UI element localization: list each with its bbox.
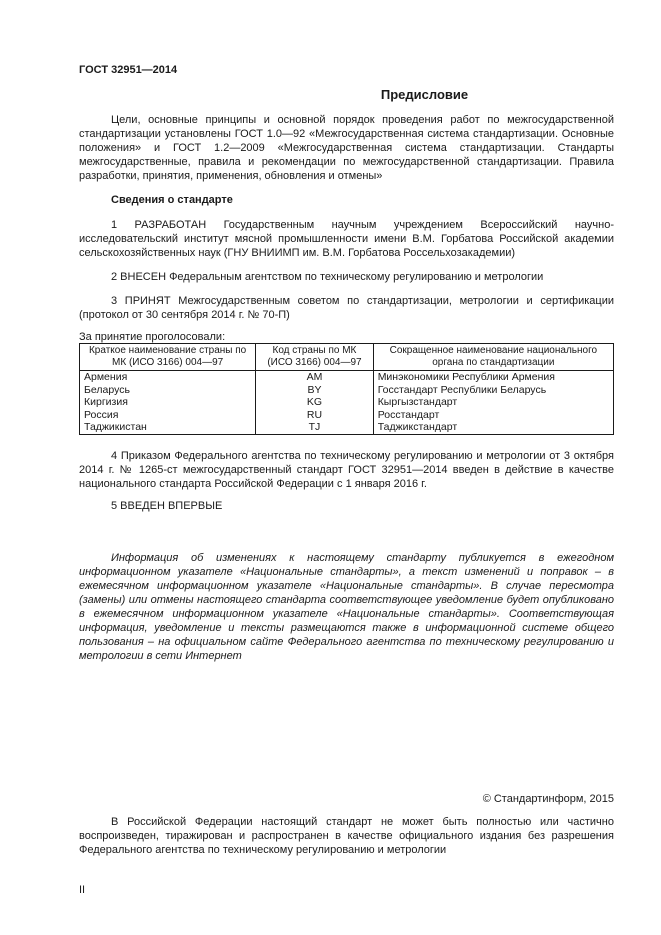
- body-cell: Таджикстандарт: [373, 421, 613, 434]
- table-row: [80, 409, 614, 422]
- code-cell: BY: [256, 384, 373, 397]
- item-2-introduced: 2 ВНЕСЕН Федеральным агентством по техническому регулированию и метрологии: [111, 271, 544, 283]
- document-id: ГОСТ 32951—2014: [79, 64, 178, 76]
- intro-paragraph: Цели, основные принципы и основной порядок проведения работ по межгосударственной стандартизации установлены ГОСТ 1.0—92 «Межгосударственная система стандартизации. Основные положения» и ГОСТ 1.2—2009 «Межгосударственная система стандартизации. Стандарты межгосударственные, правила и рекомендации по межгосударственной стандартизации. Правила разработки, принятия, применения, обновления и отмены»: [79, 114, 614, 182]
- col-country-header: Краткое наименование страны по МК (ИСО 3166) 004—97: [80, 344, 256, 371]
- body-cell: Кыргызстандарт: [373, 396, 613, 409]
- amendments-notice: Информация об изменениях к настоящему стандарту публикуется в ежегодном информационном указателе «Национальные стандарты», а текст изменений и поправок – в ежемесячном информационном указателе «Национальные стандарты». В случае пересмотра (замены) или отмены настоящего стандарта соответствующее уведомление будет опубликовано в ежемесячном информационном указателе «Национальные стандарты». Соответствующая информация, уведомление и тексты размещаются также в информационной системе общего пользования – на официальном сайте Федерального агентства по техническому регулированию и метрологии в сети Интернет: [79, 552, 614, 662]
- info-heading: Сведения о стандарте: [111, 194, 233, 206]
- body-cell: Минэкономики Республики Армения: [373, 371, 613, 384]
- page-number: II: [79, 884, 86, 896]
- body-cell: Госстандарт Республики Беларусь: [373, 384, 613, 397]
- code-cell: RU: [256, 409, 373, 422]
- copyright: © Стандартинформ, 2015: [482, 793, 614, 805]
- item-4-order: 4 Приказом Федерального агентства по техническому регулированию и метрологии от 3 октября 2014 г. № 1265-ст межгосударственный стандарт ГОСТ 32951—2014 введен в действие в качестве национального стандарта Российской Федерации с 1 января 2016 г.: [79, 450, 614, 490]
- voting-table: [79, 343, 614, 435]
- rights-notice: В Российской Федерации настоящий стандарт не может быть полностью или частично воспроизведен, тиражирован и распространен в качестве официального издания без разрешения Федерального агентства по техническому регулированию и метрологии: [79, 816, 614, 856]
- page-title: Предисловие: [380, 87, 469, 102]
- col-body-header: Сокращенное наименование национального органа по стандартизации: [373, 344, 613, 371]
- body-cell: Росстандарт: [373, 409, 613, 422]
- table-caption: За принятие проголосовали:: [79, 331, 226, 343]
- code-cell: AM: [256, 371, 373, 384]
- item-5-first-introduced: 5 ВВЕДЕН ВПЕРВЫЕ: [111, 500, 223, 512]
- table-row: [80, 371, 614, 384]
- page-title-wrap: [79, 88, 614, 103]
- country-cell: Таджикистан: [80, 421, 256, 434]
- item-1-developed: 1 РАЗРАБОТАН Государственным научным учреждением Всероссийский научно-исследовательский институт мясной промышленности имени В.М. Горбатова Российской академии сельскохозяйственных наук (ГНУ ВНИИМП им. В.М. Горбатова Россельхозакадемии): [79, 219, 614, 259]
- table-row: [80, 421, 614, 434]
- table-row: [80, 384, 614, 397]
- code-cell: KG: [256, 396, 373, 409]
- table-header-row: [80, 344, 614, 371]
- col-code-header: Код страны по МК (ИСО 3166) 004—97: [256, 344, 373, 371]
- country-cell: Россия: [80, 409, 256, 422]
- code-cell: TJ: [256, 421, 373, 434]
- country-cell: Беларусь: [80, 384, 256, 397]
- item-3-adopted: 3 ПРИНЯТ Межгосударственным советом по стандартизации, метрологии и сертификации (протокол от 30 сентября 2014 г. № 70-П): [79, 295, 614, 321]
- country-cell: Армения: [80, 371, 256, 384]
- country-cell: Киргизия: [80, 396, 256, 409]
- table-row: [80, 396, 614, 409]
